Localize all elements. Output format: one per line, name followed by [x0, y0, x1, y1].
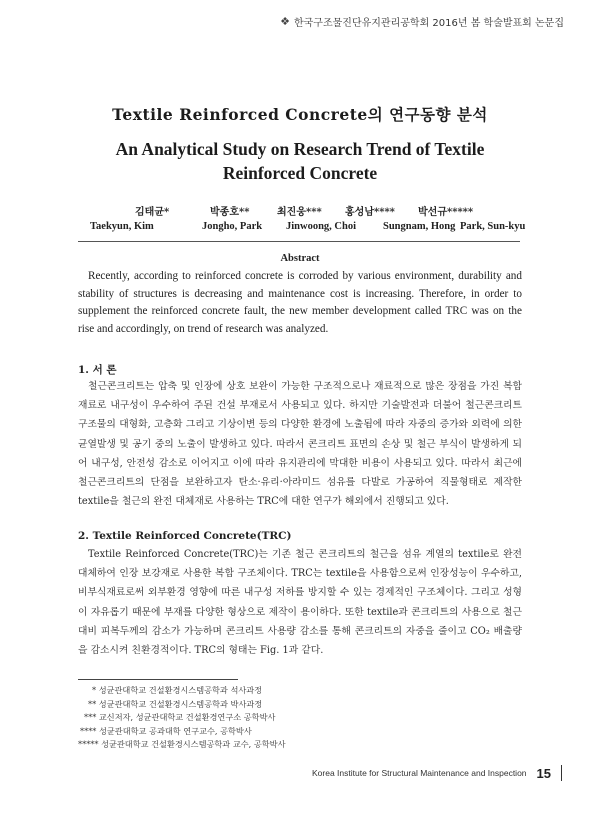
footnote: ** 성균관대학교 건설환경시스템공학과 박사과정	[88, 698, 263, 709]
section-1-heading: 1. 서 론	[78, 364, 117, 376]
divider	[78, 241, 520, 242]
footer-divider	[561, 765, 562, 781]
section-2-heading: 2. Textile Reinforced Concrete(TRC)	[78, 530, 292, 542]
abstract-text: Recently, according to reinforced concrete is corroded by various environment, durability and stability of structures is decreasing and maintenance cost is increasing. Therefore, in order to supplement the reinforced concrete fault, the new member development called TRC was on the rise and accordingly, on trend of research was analyzed.	[78, 270, 522, 335]
footer-organization: Korea Institute for Structural Maintenance and Inspection	[312, 768, 527, 778]
english-author-row	[0, 221, 600, 239]
diamond-bullet-icon: ❖	[280, 15, 290, 28]
page-footer	[312, 765, 562, 781]
author-english: Jinwoong, Choi	[286, 221, 357, 232]
abstract-heading: Abstract	[280, 253, 320, 264]
english-title: An Analytical Study on Research Trend of Textile Reinforced Concrete	[115, 139, 485, 183]
author-english: Taekyun, Kim	[90, 221, 154, 232]
footnote: * 성균관대학교 건설환경시스템공학과 석사과정	[92, 685, 263, 695]
footnote: *** 교신저자, 성균관대학교 건설환경연구소 공학박사	[84, 712, 276, 723]
author-block	[0, 203, 600, 239]
section-2-body: Textile Reinforced Concrete(TRC)는 기존 철근 콘크리트의 철근을 섬유 계열의 textile로 완전 대체하여 인장 보강재로 사용한 복합 구조체이다. TRC는 textile을 사용함으로써 인장성능이 우수하고, 비부식재료로써 외부환경 영향에 따른 내구성 저하를 방지할 수 있는 경제적인 구조체이다. 그리고 성형이 자유롭기 때문에 부재를 다양한 형상으로 제작이 용이하다. 또한 textile과 콘크리트의 사용으로 철근 대비 피복두께의 감소가 가능하며 콘크리트 사용량 감소를 통해 콘크리트의 자중을 줄이고 CO₂ 배출량을 감소시켜 친환경적이다. TRC의 형태는 Fig. 1과 같다.	[78, 549, 522, 657]
author-english: Park, Sun-kyu	[460, 221, 526, 232]
section-1-body: 철근콘크리트는 압축 및 인장에 상호 보완이 가능한 구조적으로나 재료적으로 많은 장점을 가진 복합재료로 내구성이 우수하여 주된 건설 부재로서 사용되고 있다. 하지만 기술발전과 더불어 철근콘크리트 구조물의 대형화, 고층화 그리고 기상이변 등의 다양한 환경에 노출됨에 따라 자중의 증가와 외력에 의한 균열발생 및 공기 중의 노출이 발생하고 있다. 따라서 콘크리트 표면의 손상 및 철근 부식이 발생하게 되어 내구성, 안전성 감소로 이어지고 이에 따라 유지관리에 막대한 비용이 사용되고 있다. 따라서 최근에 철근콘크리트의 단점을 보완하고자 탄소·유리·아라미드 섬유를 다발로 가공하여 직물형태로 제작한 textile을 철근의 완전 대체재로 사용하는 TRC에 대한 연구가 해외에서 진행되고 있다.	[78, 381, 522, 508]
footnote: **** 성균관대학교 공과대학 연구교수, 공학박사	[80, 725, 252, 736]
korean-author-row	[0, 203, 600, 221]
korean-title: Textile Reinforced Concrete의 연구동향 분석	[112, 105, 488, 124]
page-number: 15	[536, 765, 551, 781]
author-english: Sungnam, Hong	[383, 221, 456, 232]
running-header-text: 한국구조물진단유지관리공학회 2016년 봄 학술발표회 논문집	[293, 18, 564, 29]
running-header	[280, 14, 564, 29]
footnote: ***** 성균관대학교 건설환경시스템공학과 교수, 공학박사	[78, 739, 286, 750]
footnote-divider	[78, 679, 238, 680]
author-korean: 최진웅***	[277, 207, 322, 218]
footnotes	[78, 684, 378, 752]
author-korean: 박선규*****	[418, 207, 474, 218]
author-korean: 홍성남****	[345, 207, 395, 218]
author-english: Jongho, Park	[202, 221, 263, 232]
author-korean: 박종호**	[210, 207, 250, 218]
author-korean: 김태균*	[135, 207, 170, 218]
